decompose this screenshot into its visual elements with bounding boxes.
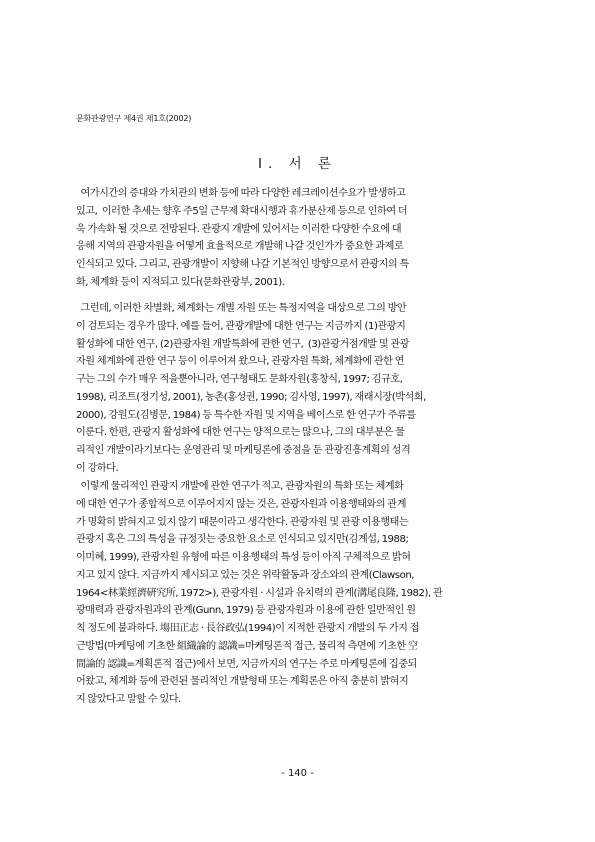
paragraph-line: 근방법(마케팅에 기초한 組織論的 認識=마케팅론적 접근, 물리적 측면에 기초한 空 xyxy=(76,640,418,652)
paragraph-line: 이 강하다. xyxy=(76,462,119,474)
paragraph-line: 가 명확히 밝혀지고 있지 않기 때문이라고 생각한다. 관광자원 및 관광 이용행태는 xyxy=(76,516,409,528)
paragraph-3 xyxy=(76,478,518,709)
paragraph-line: 그런데, 이러한 차별화, 체계화는 개별 자원 또는 특정지역을 대상으로 그의 방안 xyxy=(76,303,407,314)
paragraph-line: 이렇게 물리적인 관광지 개발에 관한 연구가 적고, 관광자원의 특화 또는 체계화 xyxy=(76,481,404,492)
paragraph-1 xyxy=(76,185,518,292)
paragraph-2 xyxy=(76,300,518,478)
paragraph-line: 응해 지역의 관광자원을 어떻게 효율적으로 개발해 나갈 것인가가 중요한 과제로 xyxy=(76,241,404,253)
paragraph-line: 2000), 강원도(김병문, 1984) 등 특수한 자원 및 지역을 베이스로 한 연구가 주류를 xyxy=(76,409,416,421)
paragraph-line: 이 검토되는 경우가 많다. 예를 들어, 관광개발에 대한 연구는 지금까지 (1)관광지 xyxy=(76,320,406,332)
paragraph-line: 間論的 認識=계획론적 접근)에서 보면, 지금까지의 연구는 주로 마케팅론에 집중되 xyxy=(76,658,417,670)
paragraph-line: 관광지 혹은 그의 특성을 규정짓는 중요한 요소로 인식되고 있지만(김계섭, 1988; xyxy=(76,534,409,546)
paragraph-line: 여가시간의 증대와 가치관의 변화 등에 따라 다양한 레크레이션수요가 발생하고 xyxy=(76,188,406,199)
paragraph-line: 지 않았다고 말할 수 있다. xyxy=(76,694,181,705)
paragraph-line: 1964<林業經濟硏究所, 1972>), 관광자원 · 시설과 유치력의 관계(溝尾良隆, 1982), 관 xyxy=(76,587,443,599)
paragraph-line: 광매력과 관광자원과의 관계(Gunn, 1979) 등 관광자원과 이용에 관한 일반적인 원 xyxy=(76,605,416,617)
paragraph-line: 욱 가속화 될 것으로 전망된다. 관광지 개발에 있어서는 이러한 다양한 수요에 대 xyxy=(76,223,402,235)
paragraph-line: 화, 체계화 등이 지적되고 있다(문화관광부, 2001). xyxy=(76,276,285,288)
paragraph-line: 칙 정도에 불과하다. 塲田正志 · 長谷政弘(1994)이 지적한 관광지 개발의 두 가지 접 xyxy=(76,623,419,634)
paragraph-line: 자원 체계화에 관한 연구 등이 이루어져 왔으나, 관광자원 특화, 체계화에 관한 연 xyxy=(76,356,404,368)
page-number: - 140 - xyxy=(281,768,314,779)
paragraph-line: 활성화에 대한 연구, (2)관광자원 개발특화에 관한 연구, (3)관광거점개발 및 관광 xyxy=(76,338,410,350)
paragraph-line: 지고 있지 않다. 지금까지 제시되고 있는 것은 위락활동과 장소와의 관계(Clawson, xyxy=(76,569,415,581)
paragraph-line: 어왔고, 체계화 등에 관련된 물리적인 개발형태 또는 계획론은 아직 충분히 밝혀지 xyxy=(76,676,409,688)
paragraph-line: 1998), 리조트(정기성, 2001), 농촌(홍성권, 1990; 김사영, 1997), 재래시장(박석희, xyxy=(76,391,426,403)
paragraph-line: 있고, 이러한 추세는 향후 주5일 근무제 확대시행과 휴가분산제 등으로 인하여 더 xyxy=(76,205,408,217)
running-header: 문화관광연구 제4권 제1호(2002) xyxy=(76,114,192,123)
paragraph-line: 이미혜, 1999), 관광자원 유형에 따른 이용행태의 특성 등이 아직 구체적으로 밝혀 xyxy=(76,552,411,563)
paragraph-line: 구는 그의 수가 매우 적을뿐아니라, 연구형태도 문화자원(홍창식, 1997; 김규호, xyxy=(76,374,403,385)
section-title: Ⅰ. 서 론 xyxy=(258,156,337,172)
paragraph-line: 리적인 개발이라기보다는 운영관리 및 마케팅론에 중점을 둔 관광진흥계획의 성격 xyxy=(76,445,411,456)
paragraph-line: 인식되고 있다. 그리고, 관광개발이 지향해 나갈 기본적인 방향으로서 관광지의 특 xyxy=(76,259,409,270)
paragraph-line: 에 대한 연구가 종합적으로 이루어지지 않는 것은, 관광자원과 이용행태와의 관계 xyxy=(76,498,407,510)
paragraph-line: 이룬다. 한편, 관광지 활성화에 대한 연구는 양적으로는 많으나, 그의 대부분은 물 xyxy=(76,427,405,439)
